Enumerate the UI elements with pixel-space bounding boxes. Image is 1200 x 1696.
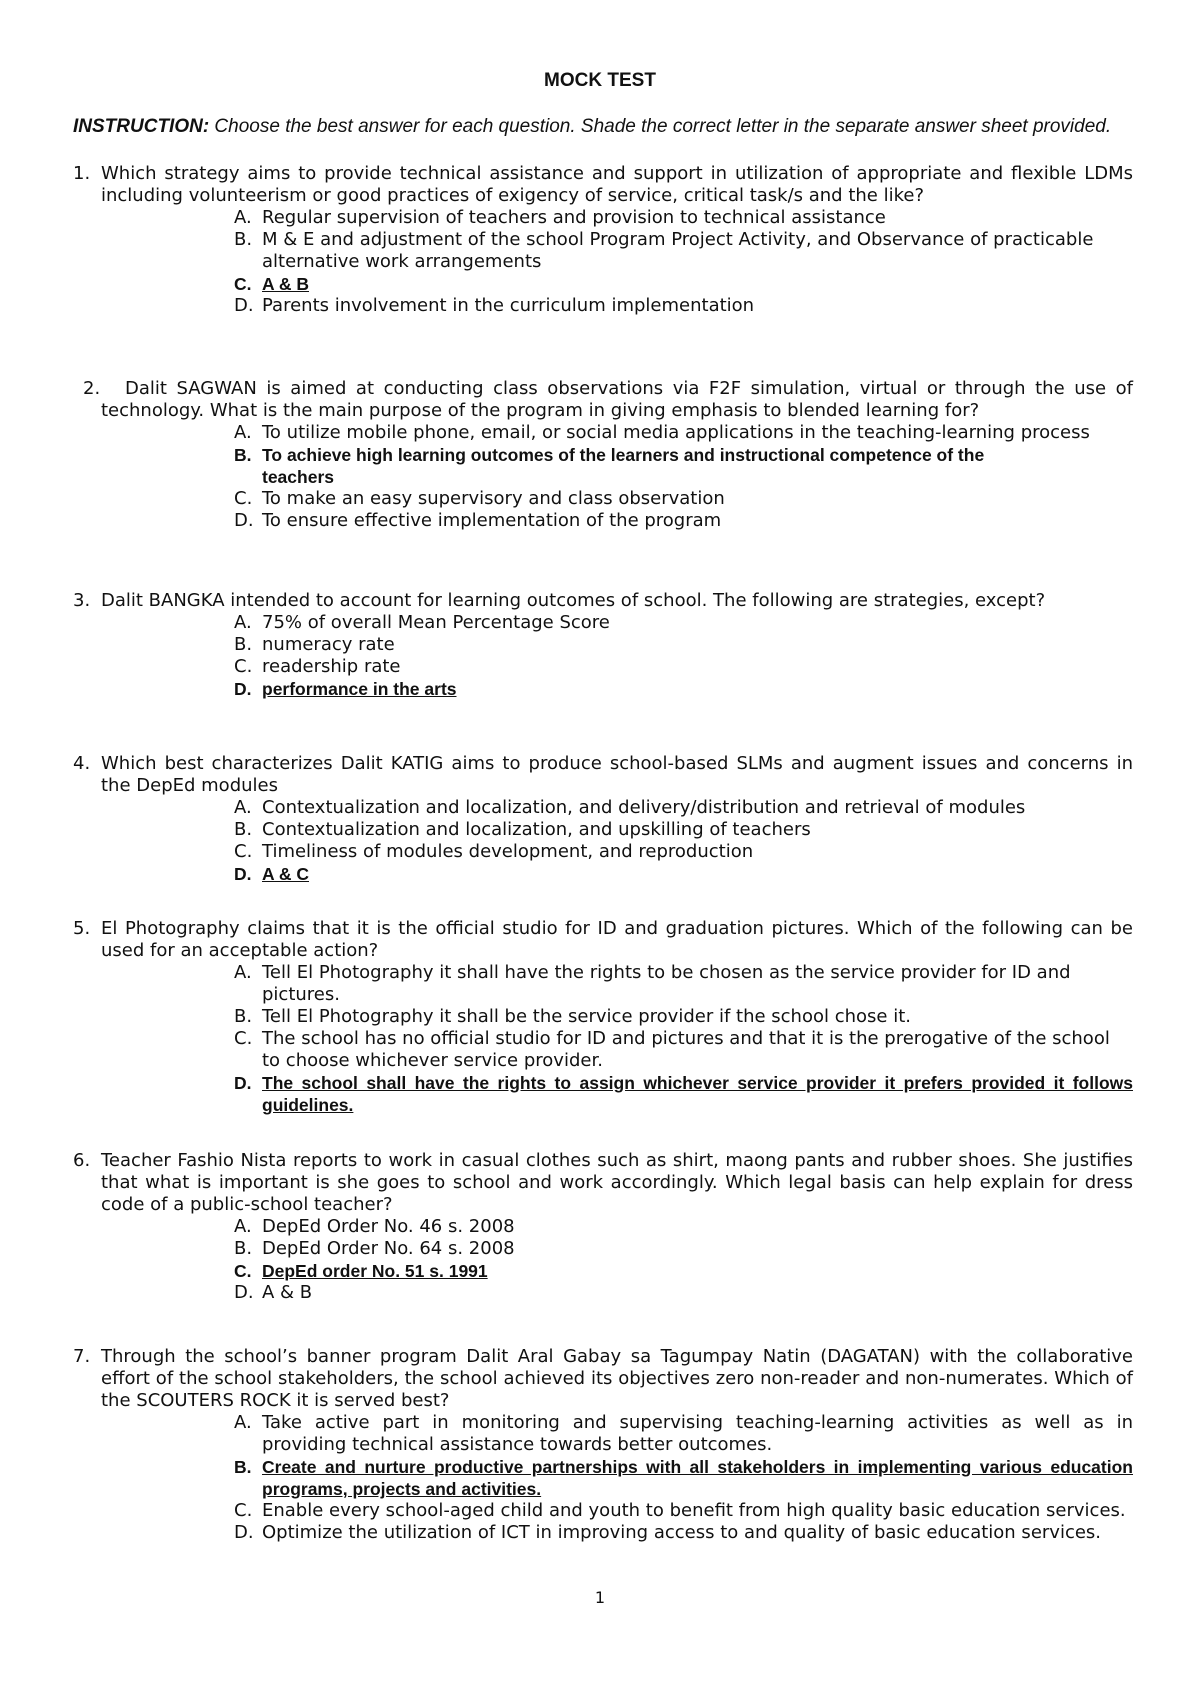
question-stem: [73, 1346, 1133, 1412]
question-text: Which strategy aims to provide technical assistance and support in utilization of appropriate and flexible LDMs including volunteerism or good practices of exigency of service, critical task/s and the like?: [101, 163, 1133, 206]
option-letter: A.: [234, 1216, 252, 1237]
answer-option: [73, 1522, 1133, 1544]
page-title: MOCK TEST: [544, 70, 656, 91]
question-number: 7.: [73, 1346, 91, 1367]
answer-option: [73, 1500, 1133, 1522]
option-text: Tell El Photography it shall be the service provider if the school chose it.: [262, 1006, 911, 1027]
instruction-text: Choose the best answer for each question. Shade the correct letter in the separate answer sheet provided.: [209, 116, 1112, 137]
answer-options: [73, 207, 1133, 317]
option-text: Optimize the utilization of ICT in improving access to and quality of basic education services.: [262, 1522, 1102, 1543]
answer-option: [73, 1216, 1133, 1238]
option-letter: B.: [234, 1238, 253, 1259]
answer-option: [73, 797, 1133, 819]
option-letter: A.: [234, 612, 252, 633]
option-text: To make an easy supervisory and class observation: [262, 488, 725, 509]
option-text: M & E and adjustment of the school Program Project Activity, and Observance of practicable alternative work arrangements: [262, 229, 1094, 272]
correct-answer-option: [73, 678, 1133, 700]
option-text: A & C: [262, 864, 309, 884]
option-letter: A.: [234, 1412, 252, 1433]
correct-answer-option: [73, 273, 1133, 295]
option-letter: D.: [234, 510, 254, 531]
question-stem: [73, 918, 1133, 962]
question-4: [73, 753, 1133, 885]
answer-option: [73, 962, 1133, 1006]
option-text: Regular supervision of teachers and provision to technical assistance: [262, 207, 886, 228]
option-letter: B.: [234, 229, 253, 250]
correct-answer-option: [73, 1260, 1133, 1282]
instruction: [73, 116, 1133, 138]
question-stem: [73, 753, 1133, 797]
option-text: Enable every school-aged child and youth to benefit from high quality basic education services.: [262, 1500, 1126, 1521]
option-text: To achieve high learning outcomes of the learners and instructional competence of the teachers: [262, 445, 985, 487]
option-text: Parents involvement in the curriculum implementation: [262, 295, 755, 316]
answer-option: [73, 207, 1133, 229]
option-text: Take active part in monitoring and supervising teaching-learning activities as well as in providing technical assistance towards better outcomes.: [262, 1412, 1133, 1455]
answer-options: [73, 797, 1133, 885]
question-number: 4.: [73, 753, 91, 774]
option-text: The school shall have the rights to assign whichever service provider it prefers provided it follows guidelines.: [262, 1073, 1133, 1115]
option-letter: D.: [234, 295, 254, 316]
answer-options: [73, 962, 1133, 1116]
answer-option: [73, 1006, 1133, 1028]
question-text: El Photography claims that it is the official studio for ID and graduation pictures. Which of the following can be used for an acceptable action?: [101, 918, 1133, 961]
option-text: DepEd Order No. 64 s. 2008: [262, 1238, 515, 1259]
question-number: 3.: [73, 590, 91, 611]
option-letter: D.: [234, 1073, 252, 1093]
option-letter: B.: [234, 634, 253, 655]
question-stem: [73, 163, 1133, 207]
instruction-label: INSTRUCTION:: [73, 116, 210, 137]
answer-option: [73, 656, 1133, 678]
option-text: The school has no official studio for ID and pictures and that it is the prerogative of the school to choose whichever service provider.: [262, 1028, 1110, 1071]
answer-option: [73, 510, 1133, 532]
question-7: [73, 1346, 1133, 1544]
option-text: Contextualization and localization, and upskilling of teachers: [262, 819, 811, 840]
question-number: 5.: [73, 918, 91, 939]
option-text: 75% of overall Mean Percentage Score: [262, 612, 610, 633]
option-text: To utilize mobile phone, email, or social media applications in the teaching-learning process: [262, 422, 1090, 443]
answer-option: [73, 634, 1133, 656]
answer-options: [73, 1216, 1133, 1304]
option-text: A & B: [262, 1282, 313, 1303]
answer-options: [73, 612, 1133, 700]
answer-options: [73, 1412, 1133, 1544]
question-text: Dalit SAGWAN is aimed at conducting class observations via F2F simulation, virtual or through the use of technology. What is the main purpose of the program in giving emphasis to blended learning for?: [101, 378, 1133, 421]
option-text: DepEd Order No. 46 s. 2008: [262, 1216, 515, 1237]
question-text: Dalit BANGKA intended to account for learning outcomes of school. The following are strategies, except?: [101, 590, 1046, 611]
option-text: A & B: [262, 274, 309, 294]
question-stem: [73, 590, 1133, 612]
answer-option: [73, 1238, 1133, 1260]
option-letter: C.: [234, 1028, 253, 1049]
answer-option: [73, 841, 1133, 863]
option-text: Create and nurture productive partnerships with all stakeholders in implementing various education programs, projects and activities.: [262, 1457, 1133, 1499]
option-text: DepEd order No. 51 s. 1991: [262, 1261, 488, 1281]
answer-option: [73, 488, 1133, 510]
option-letter: C.: [234, 656, 253, 677]
option-letter: C.: [234, 1500, 253, 1521]
option-letter: A.: [234, 797, 252, 818]
answer-option: [73, 295, 1133, 317]
option-text: readership rate: [262, 656, 401, 677]
option-letter: A.: [234, 422, 252, 443]
answer-option: [73, 1282, 1133, 1304]
answer-option: [73, 1028, 1133, 1072]
answer-option: [73, 612, 1133, 634]
question-stem: [73, 378, 1133, 422]
option-text: To ensure effective implementation of the program: [262, 510, 722, 531]
option-letter: D.: [234, 1282, 254, 1303]
page-number: 1: [594, 1588, 606, 1607]
question-number: 2.: [83, 378, 101, 399]
option-letter: C.: [234, 841, 253, 862]
option-letter: D.: [234, 864, 252, 884]
option-letter: B.: [234, 445, 252, 465]
answer-option: [73, 819, 1133, 841]
question-number: 6.: [73, 1150, 91, 1171]
option-text: Tell El Photography it shall have the rights to be chosen as the service provider for ID and pictures.: [262, 962, 1071, 1005]
question-1: [73, 163, 1133, 317]
correct-answer-option: [73, 1456, 1133, 1500]
question-text: Teacher Fashio Nista reports to work in casual clothes such as shirt, maong pants and rubber shoes. She justifies that what is important is she goes to school and work accordingly. Which legal basis can help explain for dress code of a public-school teacher?: [101, 1150, 1133, 1215]
answer-options: [73, 422, 1133, 532]
option-text: performance in the arts: [262, 679, 457, 699]
option-text: numeracy rate: [262, 634, 395, 655]
option-letter: D.: [234, 1522, 254, 1543]
question-3: [73, 590, 1133, 700]
question-2: [73, 378, 1133, 532]
question-text: Through the school’s banner program Dalit Aral Gabay sa Tagumpay Natin (DAGATAN) with the collaborative effort of the school stakeholders, the school achieved its objectives zero non-reader and non-numerates. Which of the SCOUTERS ROCK it is served best?: [101, 1346, 1133, 1411]
question-stem: [73, 1150, 1133, 1216]
answer-option: [73, 229, 1133, 273]
correct-answer-option: [73, 1072, 1133, 1116]
option-letter: D.: [234, 679, 252, 699]
question-number: 1.: [73, 163, 91, 184]
option-letter: A.: [234, 207, 252, 228]
option-letter: C.: [234, 488, 253, 509]
option-text: Timeliness of modules development, and reproduction: [262, 841, 754, 862]
option-letter: B.: [234, 1006, 253, 1027]
answer-option: [73, 422, 1133, 444]
option-letter: C.: [234, 1261, 252, 1281]
question-5: [73, 918, 1133, 1116]
option-letter: B.: [234, 1457, 252, 1477]
option-letter: A.: [234, 962, 252, 983]
option-letter: C.: [234, 274, 252, 294]
question-text: Which best characterizes Dalit KATIG aims to produce school-based SLMs and augment issues and concerns in the DepEd modules: [101, 753, 1133, 796]
answer-option: [73, 1412, 1133, 1456]
option-letter: B.: [234, 819, 253, 840]
option-text: Contextualization and localization, and delivery/distribution and retrieval of modules: [262, 797, 1026, 818]
question-6: [73, 1150, 1133, 1304]
correct-answer-option: [73, 444, 1133, 488]
correct-answer-option: [73, 863, 1133, 885]
